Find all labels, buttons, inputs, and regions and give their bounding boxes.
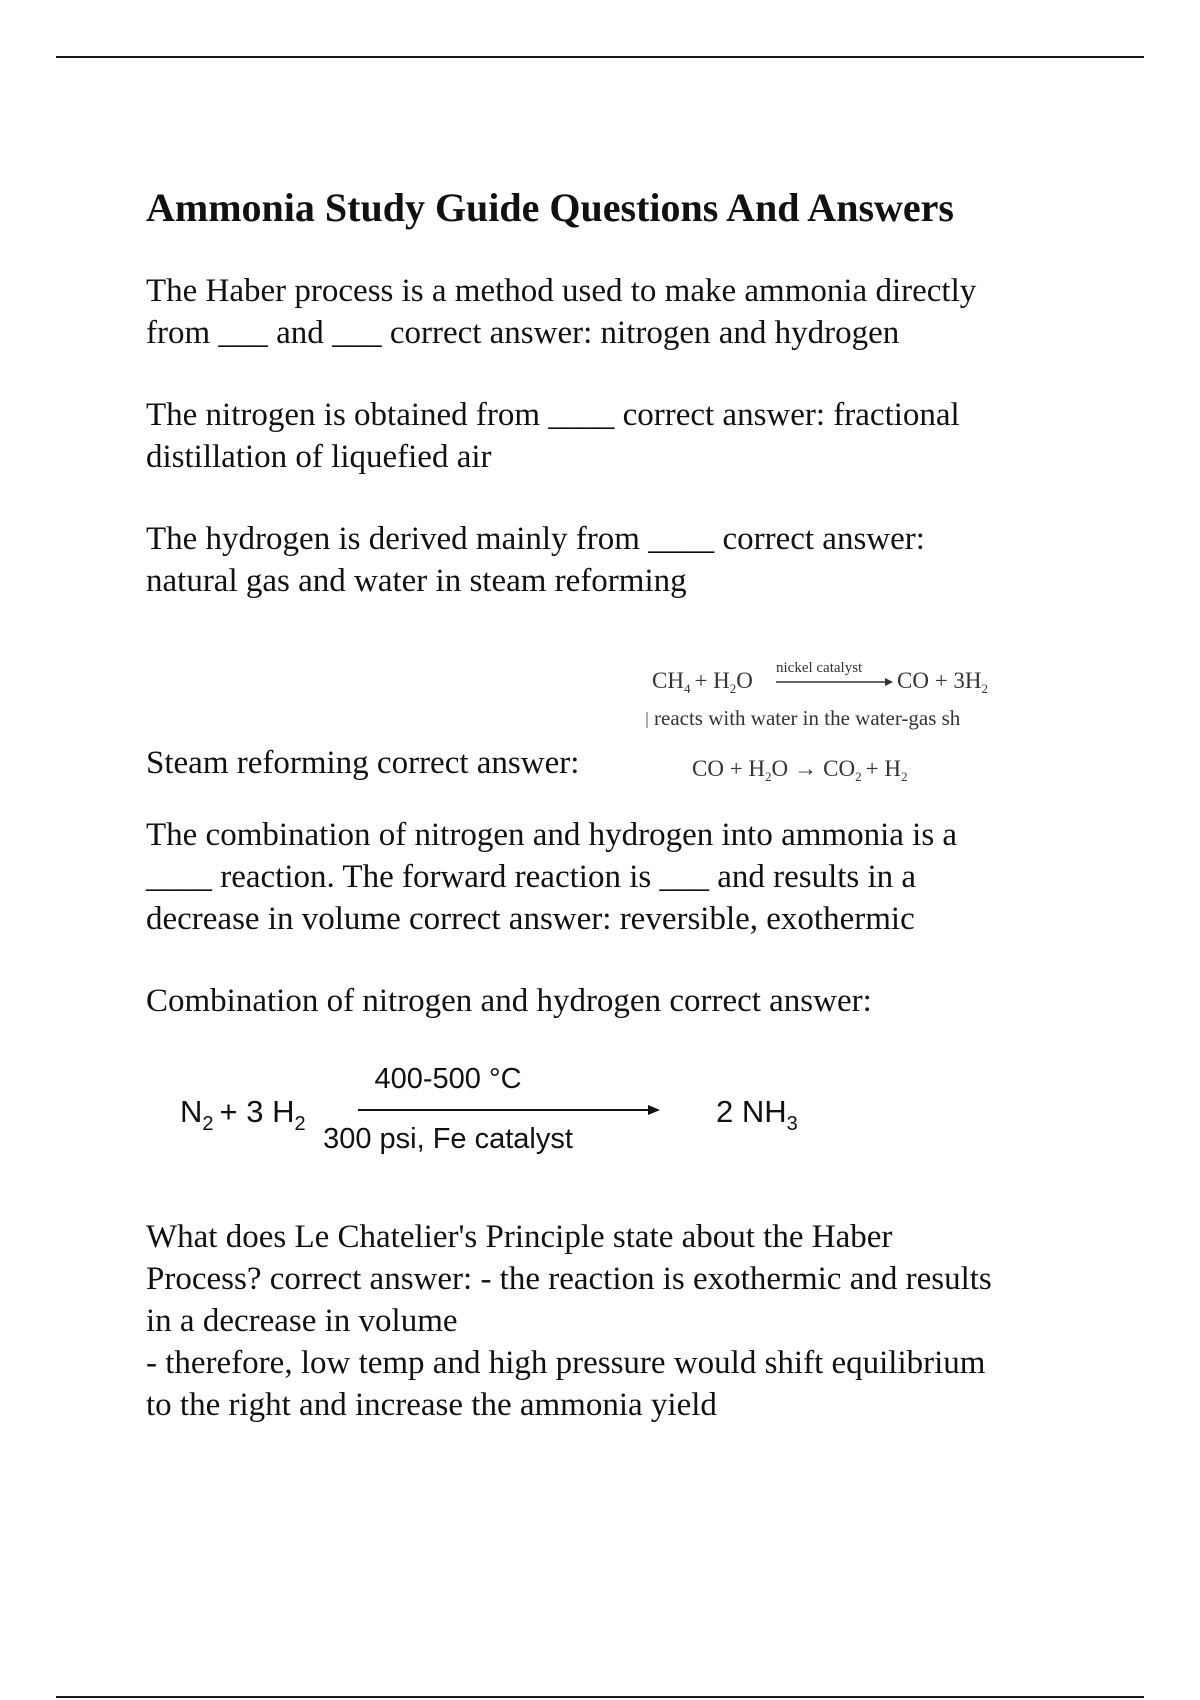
answer: distillation of liquefied air xyxy=(146,439,492,475)
blank: ____ xyxy=(146,859,212,895)
answer: to the right and increase the ammonia yield xyxy=(146,1387,717,1423)
answer: - therefore, low temp and high pressure would shift equilibrium xyxy=(146,1345,986,1381)
catalyst-label: nickel catalyst xyxy=(776,660,863,676)
answer: in a decrease in volume xyxy=(146,1303,458,1339)
water-gas-caption: reacts with water in the water-gas sh xyxy=(654,706,961,730)
svg-text:CO + H2O→CO2+ H2: CO + $H_2O \to CO_2 + H_2$ xyxy=(692,756,908,784)
condition-pressure-catalyst: 300 psi, Fe catalyst xyxy=(323,1123,573,1155)
answer: reversible, exothermic xyxy=(619,901,915,937)
bottom-rule xyxy=(56,1696,1144,1698)
answer-label: correct answer: xyxy=(269,1261,473,1297)
answer-label: correct answer: xyxy=(389,315,593,351)
steam-reforming-equations xyxy=(642,642,1062,792)
eq1-ch: CH xyxy=(652,668,684,693)
svg-text:N2+ 3 H2: $N_2 + 3$ $H_2$ xyxy=(180,1094,306,1135)
blank: ___ xyxy=(659,859,709,895)
qa-le-chatelier: What does Le Chatelier's Principle state about the Haber Process? correct answer: - the reaction is exothermic and results in a decrease in volume - therefore, low temp and high pressure would shift equilibrium to the right and increase the ammonia yield xyxy=(146,1216,1096,1426)
top-rule xyxy=(56,56,1144,58)
blank: ____ xyxy=(648,521,715,557)
blank: ___ xyxy=(332,315,382,351)
document-body xyxy=(146,186,1096,1426)
answer-label: correct answer: xyxy=(408,901,612,937)
answer: nitrogen and hydrogen xyxy=(600,315,900,351)
haber-equation xyxy=(146,1048,1096,1198)
qa-combination-type: The combination of nitrogen and hydrogen into ammonia is a ____ reaction. The forward reaction is ___ and results in a decrease in volume correct answer: reversible, exothermic xyxy=(146,817,958,937)
arrow-head-icon xyxy=(885,678,893,686)
eq1-product: CO + 3H xyxy=(897,668,982,693)
blank: ____ xyxy=(548,397,615,433)
product-nh3: 2 NH xyxy=(716,1094,787,1129)
svg-text:CO + 3H2: CO + $3H_2$ xyxy=(897,668,989,696)
svg-text:2 NH3: 2 $NH_3$ xyxy=(716,1094,798,1135)
answer-label: correct answer: xyxy=(622,397,826,433)
haber-equation-graphic xyxy=(146,1048,846,1168)
svg-text:CH4+ H2O: $CH_4 + H_2O$ xyxy=(652,668,753,696)
condition-temperature: 400-500 °C xyxy=(374,1063,522,1095)
arrow-head-icon xyxy=(648,1105,660,1115)
qa-combination-equation-label: Combination of nitrogen and hydrogen correct answer: xyxy=(146,983,872,1019)
qa-steam-reforming xyxy=(146,642,1096,814)
reactant-n2: N xyxy=(180,1094,203,1129)
page-title: Ammonia Study Guide Questions And Answers xyxy=(146,185,954,230)
qa-nitrogen-source: The nitrogen is obtained from ____ correct answer: fractional distillation of liquefied air xyxy=(146,397,960,475)
answer-label: correct answer: xyxy=(722,521,925,557)
qa-haber-process: The Haber process is a method used to make ammonia directly from ___ and ___ correct answer: nitrogen and hydrogen xyxy=(146,273,977,351)
answer: natural gas and water in steam reforming xyxy=(146,563,687,599)
qa-hydrogen-source: The hydrogen is derived mainly from ____ correct answer: natural gas and water in steam reforming xyxy=(146,521,925,599)
blank: ___ xyxy=(218,315,268,351)
answer: - the reaction is exothermic and results xyxy=(480,1261,992,1297)
steam-reforming-label: Steam reforming correct answer: xyxy=(146,745,580,781)
answer: fractional xyxy=(833,397,960,433)
